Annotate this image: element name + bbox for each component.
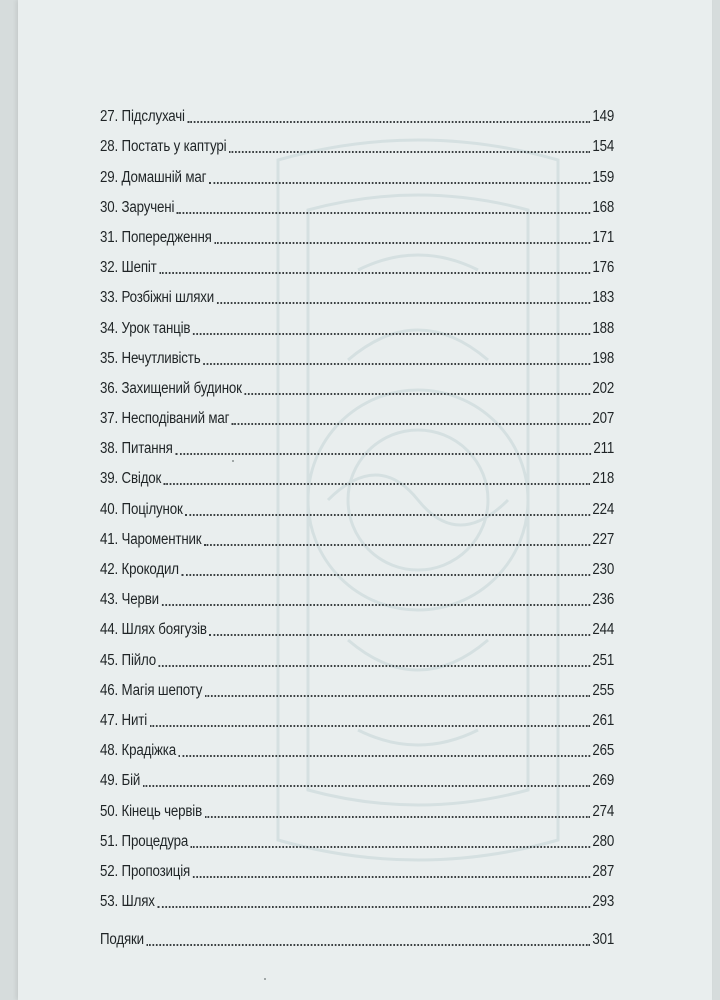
toc-entry (100, 639, 614, 669)
toc-entry-title: 46. Магія шепоту (100, 681, 203, 699)
toc-entry (100, 730, 614, 760)
toc-entry-title: 32. Шепіт (100, 259, 157, 277)
dot-leader (177, 212, 590, 214)
dot-leader (157, 906, 589, 908)
toc-entry-page-number: 224 (592, 500, 615, 518)
toc-entry-title: 52. Пропозиція (100, 862, 191, 880)
toc-entry-page-number: 183 (592, 289, 615, 307)
toc-entry (100, 126, 614, 156)
toc-entry-title: 28. Постать у каптурі (100, 138, 227, 156)
toc-entry-page-number: 280 (592, 832, 615, 850)
toc-entry-page-number: 293 (592, 893, 615, 911)
toc-entry (100, 821, 614, 851)
toc-entry (100, 549, 614, 579)
toc-entry-page-number: 261 (592, 711, 615, 729)
toc-entry-title: 48. Крадіжка (100, 742, 176, 760)
dot-leader (185, 514, 590, 516)
toc-entry-title: 36. Захищений будинок (100, 379, 242, 397)
toc-entry-page-number: 211 (593, 440, 615, 458)
paper-speck (264, 978, 266, 980)
dot-leader (209, 182, 590, 184)
toc-entry (100, 277, 614, 307)
dot-leader (164, 483, 590, 485)
toc-entry (100, 670, 614, 700)
toc-entry-page-number: 218 (592, 470, 615, 488)
dot-leader (191, 846, 590, 848)
dot-leader (232, 423, 590, 425)
toc-entry-title: 31. Попередження (100, 228, 212, 246)
toc-entry (100, 338, 614, 368)
dot-leader (181, 574, 589, 576)
dot-leader (217, 302, 590, 304)
toc-entry (100, 700, 614, 730)
toc-entry (100, 217, 614, 247)
toc-entry-title: 47. Нитi (100, 711, 148, 729)
toc-entry-title: 37. Несподіваний маг (100, 410, 230, 428)
toc-entry-title: 34. Урок танців (100, 319, 191, 337)
toc-entry (100, 579, 614, 609)
toc-entry-page-number: 236 (592, 591, 615, 609)
toc-entry (100, 519, 614, 549)
book-page (18, 0, 712, 1000)
toc-entry (100, 428, 614, 458)
toc-entry (100, 790, 614, 820)
toc-entry-title: 49. Бій (100, 772, 141, 790)
dot-leader (150, 725, 590, 727)
dot-leader (193, 876, 590, 878)
toc-entry-title: Подяки (100, 931, 144, 949)
dot-leader (209, 634, 589, 636)
toc-entry-page-number: 168 (592, 198, 615, 216)
toc-entry (100, 760, 614, 790)
toc-entry (100, 96, 614, 126)
dot-leader (214, 242, 590, 244)
toc-entry (100, 156, 614, 186)
dot-leader (159, 272, 590, 274)
paper-speck (232, 460, 234, 462)
toc-entry (100, 919, 614, 949)
toc-entry-title: 51. Процедура (100, 832, 189, 850)
toc-entry-title: 43. Черви (100, 591, 159, 609)
toc-entry-page-number: 227 (592, 530, 615, 548)
toc-entry-page-number: 274 (592, 802, 615, 820)
toc-entry-title: 39. Свідок (100, 470, 162, 488)
toc-entry (100, 187, 614, 217)
dot-leader (204, 544, 590, 546)
toc-entry-page-number: 251 (592, 651, 615, 669)
toc-entry-page-number: 255 (592, 681, 615, 699)
toc-entry (100, 458, 614, 488)
toc-entry-page-number: 230 (592, 561, 615, 578)
toc-entry-title: 50. Кінець червів (100, 802, 203, 820)
dot-leader (175, 453, 591, 455)
toc-entry-page-number: 171 (592, 228, 615, 246)
dot-leader (159, 665, 590, 667)
toc-entry-page-number: 207 (592, 410, 615, 428)
toc-entry-title: 45. Пійло (100, 651, 157, 669)
toc-entry-page-number: 202 (592, 379, 615, 397)
toc-entry-title: 33. Розбіжні шляхи (100, 289, 215, 307)
toc-entry-page-number: 154 (592, 138, 615, 156)
toc-entry-title: 35. Нечутливість (100, 349, 201, 367)
toc-entry-title: 42. Крокодил (100, 561, 179, 578)
dot-leader (244, 393, 589, 395)
toc-entry (100, 881, 614, 911)
dot-leader (147, 944, 590, 946)
dot-leader (193, 333, 590, 335)
toc-entry-title: 30. Заручені (100, 198, 175, 216)
toc-entry-page-number: 265 (592, 742, 615, 760)
dot-leader (205, 695, 590, 697)
dot-leader (205, 816, 590, 818)
dot-leader (187, 121, 589, 123)
dot-leader (143, 785, 590, 787)
toc-entry-page-number: 269 (592, 772, 615, 790)
toc-entry-page-number: 176 (592, 259, 615, 277)
toc-entry-page-number: 287 (592, 862, 615, 880)
toc-entry-page-number: 244 (592, 621, 615, 639)
toc-entry (100, 307, 614, 337)
toc-entry (100, 368, 614, 398)
toc-entry-page-number: 149 (592, 108, 615, 126)
toc-entry-title: 38. Питання (100, 440, 173, 458)
toc-entry-title: 41. Чароментник (100, 530, 202, 548)
toc-entry (100, 609, 614, 639)
toc-entry (100, 488, 614, 518)
toc-entry-page-number: 198 (592, 349, 615, 367)
toc-entry (100, 398, 614, 428)
toc-entry-title: 53. Шлях (100, 893, 155, 911)
toc-entry-page-number: 188 (592, 319, 615, 337)
dot-leader (229, 151, 590, 153)
toc-entry-page-number: 159 (592, 168, 615, 186)
toc-entry-title: 29. Домашній маг (100, 168, 207, 186)
dot-leader (179, 755, 590, 757)
table-of-contents (100, 96, 614, 949)
dot-leader (203, 363, 590, 365)
toc-entry-title: 44. Шлях боягузів (100, 621, 207, 639)
toc-entry (100, 247, 614, 277)
dot-leader (162, 604, 590, 606)
toc-entry-page-number: 301 (592, 931, 615, 949)
toc-entry-title: 27. Підслухачі (100, 108, 185, 126)
toc-entry (100, 851, 614, 881)
toc-entry-title: 40. Поцілунок (100, 500, 183, 518)
